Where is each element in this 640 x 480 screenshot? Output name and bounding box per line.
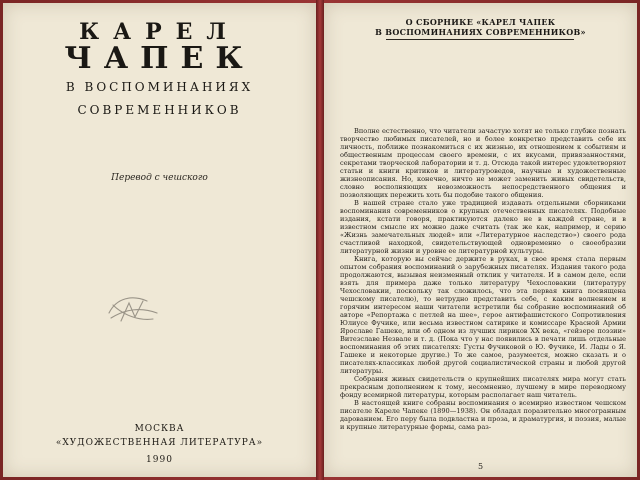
preface-page <box>324 3 637 477</box>
book-gutter <box>316 0 324 480</box>
paragraph: Книга, которую вы сейчас держите в руках, в свое время стала первым опытом собрания воспоминаний о зарубежных писателях. Издания такого рода продолжаются, вызывая неизменный отклик у читателя. И в самом деле, если взять для примера даже только литературу Чехословакии (литературу Чехословакии, поскольку так сложилось, что эта первая книга посвящена чешскому писателю), то нетрудно представить себе, с каким волнением и горячим интересом наши читатели встретили бы собрание воспоминаний об авторе «Репортажа с петлей на шее», герое антифашистского Сопротивления Юлиусе Фучике, или весьма известном сатирике и комиссаре Красной Армии Ярославе Гашеке, или об одном из лучших лириков XX века, «гейзере поэзии» Витезславе Незвале и т. д. (Пока что у нас появились в печати лишь отдельные воспоминания об этих писателях: Густы Фучиковой о Ю. Фучике, И. Лады о Я. Гашеке и некоторые другие.) То же самое, разумеется, можно сказать и о писателях-классиках любой другой социалистической страны и любой другой литературы. <box>340 255 626 375</box>
publisher-city: МОСКВА <box>134 424 185 434</box>
paragraph: Собрания живых свидетельств о крупнейших писателях мира могут стать прекрасным дополнением к тому, несомненно, лучшему в мире переводному фонду всемирной литературы, которым располагает наш читатель. <box>340 375 626 399</box>
paragraph: Вполне естественно, что читатели зачастую хотят не только глубже познать творчество любимых писателей, но и более конкретно представить себе их личность, поближе познакомиться с их жизнью, их отношением к событиям и общественным процессам своего времени, с их вкусами, привязанностями, секретами творческой лаборатории и т. д. Отсюда такой интерес удовлетворяют статьи и книги критиков и литературоведов, научные и художественные жизнеописания. Но, конечно, ничто не может заменить живых свидетельств, словно восполняющих невозможность непосредственного общения и позволяющих пережить хоть бы подобие такого общения. <box>340 127 626 199</box>
author-last-name: ЧАПЕК <box>64 41 255 76</box>
preface-body <box>340 127 626 431</box>
subtitle-line-2: СОВРЕМЕННИКОВ <box>77 103 242 117</box>
publication-year: 1990 <box>146 455 173 465</box>
paragraph: В нашей стране стало уже традицией издавать отдельными сборниками воспоминания современников о крупных отечественных писателях. Подобные издания, кстати говоря, практикуются далеко не в каждой стране, и в известном смысле их можно даже считать (так же как, например, и серию «Жизнь замечательных людей» или «Литературное наследство») своего рода счастливой находкой, свидетельствующей одновременно о своеобразии литературной жизни и уровне ее литературной культуры. <box>340 199 626 255</box>
title-page <box>3 3 316 477</box>
preface-heading-line-2: В ВОСПОМИНАНИЯХ СОВРЕМЕННИКОВ» <box>375 27 586 37</box>
library-stamp-icon <box>103 291 161 327</box>
page-number: 5 <box>477 462 484 471</box>
author-first-name: КАРЕЛ <box>79 19 240 45</box>
paragraph: В настоящей книге собраны воспоминания о всемирно известном чешском писателе Кареле Чапеке (1890—1938). Он обладал поразительно многогранным дарованием. Его перу была подвластна и проза, и драматургия, и поэзия, малые и крупные литературные формы, сама раз- <box>340 399 626 431</box>
translation-note: Перевод с чешского <box>111 173 208 183</box>
subtitle-line-1: В ВОСПОМИНАНИЯХ <box>65 80 254 94</box>
publisher-name: «ХУДОЖЕСТВЕННАЯ ЛИТЕРАТУРА» <box>55 438 264 448</box>
preface-heading-line-1: О СБОРНИКЕ «КАРЕЛ ЧАПЕК <box>405 17 556 27</box>
heading-rule <box>386 39 574 40</box>
